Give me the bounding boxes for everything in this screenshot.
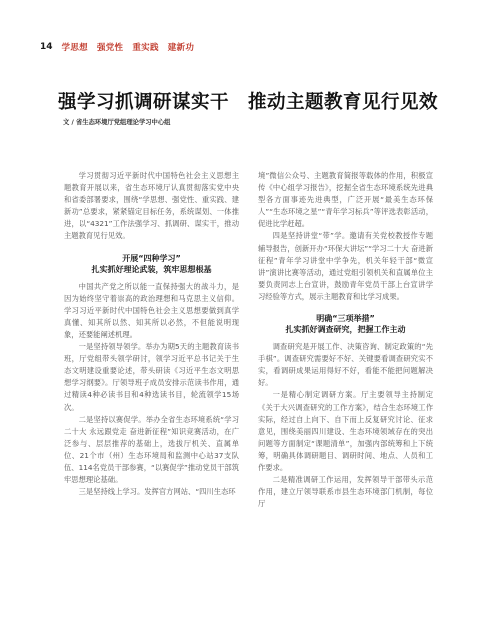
section-heading bbox=[258, 313, 433, 335]
paragraph: 三是坚持线上学习。发挥官方网站、“四川生态环 bbox=[78, 487, 236, 497]
paragraph: 中国共产党之所以能一直保持强大的战斗力，是因为始终坚守着崇高的政治理想和马克思主义信仰。学习习近平新时代中国特色社会主义思想要做到真学真懂、知其所以然、知其所以必然，不但能说明现象，还要能阐述机理。 bbox=[64, 281, 239, 339]
section-heading-line1: 明确“三项举措” bbox=[316, 314, 375, 324]
header-item: 重实践 bbox=[132, 43, 159, 53]
paragraph: 一是坚持领导领学。举办为期5天的主题教育读书班，厅党组带头领学研讨，领学习近平总书记关于生态文明建设重要论述，带头研读《习近平生态文明思想学习纲要》。厅领导班子成员安排示范读书作用，通过精读4种必读书目和4种选读书目，轮流领学15场次。 bbox=[64, 342, 239, 412]
section-heading-line2: 扎实抓好理论武装，筑牢思想根基 bbox=[91, 264, 212, 274]
paragraph: 一是精心制定调研方案。厅主要领导主持制定《关于大兴调查研究的工作方案》，结合生态环境工作实际，经过自上向下、自下而上反复研究讨论、征求意见，围绕美丽四川建设、生态环境领域存在的突出问题等方面制定“课题清单”，加强内部统筹和上下统筹，明确具体调研题目、调研时间、地点、人员和工作要求。 bbox=[258, 390, 433, 472]
paragraph: 四是坚持讲堂“带”学。邀请有关党校教授作专题辅导报告，创新开办“环保大讲坛”“学习二十大 奋进新征程”青年学习讲堂中学争先，机关年轻干部“微宣讲”演讲比赛等活动，通过党组引领机关和直属单位主要负责同志上台宣讲，鼓励青年党员干部上台宣讲学习经验等方式，展示主题教育和比学习成果。 bbox=[258, 231, 433, 301]
article-title: 强学习抓调研谋实干 推动主题教育见行见效 bbox=[57, 92, 438, 113]
paragraph: 二是坚持以赛促学。举办全省生态环境系统“学习二十大 永远跟党走 奋进新征程”知识竞赛活动，在广泛参与、层层推荐的基础上，选拔厅机关、直属单位、21个市（州）生态环境局和监测中心站37支队伍、114名党员干部参赛，“以赛促学”推动党员干部筑牢思想理论基础。 bbox=[64, 414, 239, 485]
page-number: 14 bbox=[40, 42, 53, 52]
section-heading-line2: 扎实抓好调查研究，把握工作主动 bbox=[285, 325, 406, 335]
section-heading bbox=[64, 253, 239, 275]
paragraph: 调查研究是开展工作、决策咨询、制定政策的“先手棋”。调查研究需要好不好、关键要看调查研究实不实，看调研成果运用得好不好，看能不能把问题解决好。 bbox=[258, 342, 433, 388]
paragraph: 学习贯彻习近平新时代中国特色社会主义思想主题教育开展以来，省生态环境厅认真贯彻落实党中央和省委部署要求，围绕“学思想、强党性、重实践、建新功”总要求，紧紧锚定目标任务，系统谋划、一体推进，以“4321”工作法强学习、抓调研、谋实干，推动主题教育见行见效。 bbox=[64, 171, 239, 241]
article-author: 文 / 省生态环境厅党组理论学习中心组 bbox=[63, 119, 171, 126]
header-item: 学思想 bbox=[61, 43, 88, 53]
paragraph: 境”微信公众号、主题教育简报等载体的作用，积极宣传《中心组学习报告》，挖掘全省生态环境系统先进典型各方面事迹先进典型，广泛开展“最美生态环保人”“生态环境之星”“青年学习标兵”等评选表彰活动，促进比学赶超。 bbox=[258, 171, 433, 229]
header-item: 建新功 bbox=[167, 43, 195, 53]
left-column bbox=[64, 170, 239, 498]
paragraph: 二是精准调研工作运用，发挥领导干部带头示范作用，建立厅领导联系市县生态环境部门机制，每位厅 bbox=[258, 475, 433, 509]
right-column bbox=[258, 170, 433, 510]
section-heading-line1: 开展“四种学习” bbox=[122, 253, 181, 263]
page-header bbox=[40, 41, 203, 53]
header-item: 强党性 bbox=[96, 43, 124, 53]
